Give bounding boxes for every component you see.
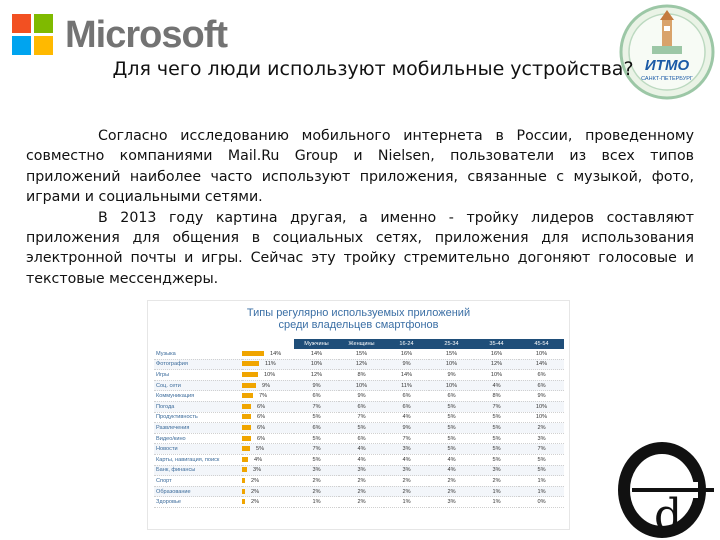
cell-value: 2% [339,497,384,508]
column-header: 16-24 [384,339,429,349]
cell-value: 4% [384,412,429,423]
row-label: Видео/кино [154,433,242,444]
cell-value: 10% [474,370,519,381]
cell-value: 5% [294,412,339,423]
total-bar [242,372,258,377]
cell-value: 11% [384,380,429,391]
row-label: Новости [154,444,242,455]
paragraph: Согласно исследованию мобильного интернета в России, проведенному совместно компаниями Mail.Ru Group и Nielsen, пользователи из всех типов приложений наиболее часто используют приложения, связанные с музыкой, фото, играми и социальными сетями. [26,128,694,206]
table-row [154,349,564,359]
cell-value: 7% [474,401,519,412]
cell-value: 5% [474,423,519,434]
total-bar [242,478,245,483]
row-label: Спорт [154,476,242,487]
cell-value: 6% [294,391,339,402]
total-bar [242,425,251,430]
cell-value: 3% [519,433,564,444]
cell-value: 4% [339,454,384,465]
cell-value: 5% [519,465,564,476]
chart-title: Типы регулярно используемых приложений среди владельцев смартфонов [246,307,471,331]
body-text [26,126,694,289]
table-row [154,465,564,476]
table-row [154,497,564,508]
cell-value: 9% [384,423,429,434]
row-label: Продуктивность [154,412,242,423]
cell-value: 6% [339,401,384,412]
total-value: 6% [257,435,266,442]
cell-value: 9% [294,380,339,391]
cell-value: 5% [429,423,474,434]
cell-value: 5% [474,454,519,465]
cell-value: 9% [429,370,474,381]
cell-value: 9% [339,391,384,402]
cell-value: 9% [519,391,564,402]
cell-value: 10% [294,359,339,370]
row-label: Образование [154,486,242,497]
cell-value: 6% [294,423,339,434]
total-value: 9% [262,382,271,389]
cell-value: 2% [519,423,564,434]
cell-value: 7% [294,401,339,412]
total-bar [242,393,253,398]
row-label: Фотография [154,359,242,370]
cell-value: 12% [339,359,384,370]
cell-value: 5% [339,423,384,434]
cell-value: 5% [294,454,339,465]
cell-value: 1% [519,476,564,487]
cell-value: 3% [429,497,474,508]
cell-value: 2% [429,476,474,487]
cell-value: 10% [429,359,474,370]
qd-logo-icon [610,438,720,540]
column-header: 25-34 [429,339,474,349]
cell-value: 8% [339,370,384,381]
table-row [154,359,564,370]
cell-value: 4% [339,444,384,455]
cell-value: 4% [429,454,474,465]
cell-value: 15% [429,349,474,359]
cell-value: 5% [429,412,474,423]
total-bar [242,351,264,356]
cell-value: 7% [519,444,564,455]
cell-value: 3% [294,465,339,476]
cell-value: 2% [294,486,339,497]
cell-value: 10% [339,380,384,391]
total-bar [242,383,256,388]
cell-value: 10% [429,380,474,391]
cell-value: 2% [384,476,429,487]
column-header: 45-54 [519,339,564,349]
row-label: Музыка [154,349,242,359]
row-label: Соц. сети [154,380,242,391]
table-row [154,423,564,434]
total-bar [242,457,248,462]
microsoft-squares-icon [12,14,53,55]
total-bar [242,446,250,451]
cell-value: 5% [429,433,474,444]
cell-value: 2% [429,486,474,497]
column-header: 35-44 [474,339,519,349]
paragraph: В 2013 году картина другая, а именно - тройку лидеров составляют приложения для общения в социальных сетях, приложения для использования электронной почты и игры. Сейчас эту тройку стремительно догоняют голосовые и текстовые мессенджеры. [26,209,694,287]
microsoft-logo [12,14,227,55]
cell-value: 16% [474,349,519,359]
table-row [154,454,564,465]
total-bar [242,436,251,441]
cell-value: 7% [294,444,339,455]
cell-value: 5% [474,433,519,444]
cell-value: 2% [474,476,519,487]
table-row [154,401,564,412]
table-row [154,391,564,402]
chart-table [154,339,564,508]
total-value: 11% [265,361,276,368]
cell-value: 10% [519,349,564,359]
cell-value: 5% [429,401,474,412]
cell-value: 8% [474,391,519,402]
cell-value: 6% [429,391,474,402]
cell-value: 4% [474,380,519,391]
cell-value: 5% [294,433,339,444]
cell-value: 2% [294,476,339,487]
cell-value: 14% [294,349,339,359]
total-value: 2% [251,488,260,495]
itmo-subtext: САНКТ-ПЕТЕРБУРГ [641,76,693,82]
cell-value: 14% [519,359,564,370]
total-value: 3% [253,467,262,474]
total-value: 6% [257,403,266,410]
total-value: 6% [257,414,266,421]
cell-value: 5% [429,444,474,455]
cell-value: 5% [474,444,519,455]
svg-text:d: d [654,490,683,540]
total-bar [242,489,245,494]
cell-value: 7% [384,433,429,444]
cell-value: 0% [519,497,564,508]
cell-value: 6% [339,433,384,444]
table-row [154,433,564,444]
cell-value: 3% [384,444,429,455]
row-label: Банк, финансы [154,465,242,476]
total-value: 6% [257,424,266,431]
cell-value: 12% [474,359,519,370]
cell-value: 1% [474,497,519,508]
table-row [154,412,564,423]
total-value: 10% [264,371,276,378]
itmo-text: ИТМО [644,57,690,74]
table-row [154,486,564,497]
cell-value: 2% [384,486,429,497]
itmo-emblem-icon [617,2,717,102]
cell-value: 10% [519,412,564,423]
table-row [154,444,564,455]
cell-value: 1% [474,486,519,497]
row-label: Здоровье [154,497,242,508]
microsoft-wordmark: Microsoft [65,13,227,56]
cell-value: 4% [384,454,429,465]
table-row [154,476,564,487]
total-bar [242,467,247,472]
cell-value: 6% [519,370,564,381]
row-label: Коммуникация [154,391,242,402]
total-bar [242,414,251,419]
cell-value: 12% [294,370,339,381]
cell-value: 2% [339,476,384,487]
total-bar [242,361,259,366]
cell-value: 6% [384,391,429,402]
cell-value: 1% [384,497,429,508]
cell-value: 16% [384,349,429,359]
total-value: 4% [254,456,263,463]
cell-value: 7% [339,412,384,423]
total-value: 2% [251,499,260,506]
row-label: Развлечения [154,423,242,434]
cell-value: 5% [519,454,564,465]
total-bar [242,499,245,504]
cell-value: 1% [519,486,564,497]
cell-value: 1% [294,497,339,508]
cell-value: 14% [384,370,429,381]
table-row [154,370,564,381]
cell-value: 2% [339,486,384,497]
row-label: Карты, навигация, поиск [154,454,242,465]
row-label: Игры [154,370,242,381]
total-value: 14% [270,350,282,357]
cell-value: 15% [339,349,384,359]
cell-value: 10% [519,401,564,412]
page-title: Для чего люди используют мобильные устройства? [112,58,634,80]
cell-value: 3% [339,465,384,476]
cell-value: 4% [429,465,474,476]
cell-value: 3% [474,465,519,476]
total-bar [242,404,251,409]
cell-value: 6% [384,401,429,412]
column-header: Женщины [339,339,384,349]
cell-value: 6% [519,380,564,391]
total-value: 7% [259,393,268,400]
total-value: 5% [256,446,265,453]
apps-usage-chart [147,300,570,530]
row-label: Погода [154,401,242,412]
cell-value: 9% [384,359,429,370]
table-row [154,380,564,391]
column-header: Мужчины [294,339,339,349]
cell-value: 5% [474,412,519,423]
total-value: 2% [251,477,260,484]
cell-value: 3% [384,465,429,476]
